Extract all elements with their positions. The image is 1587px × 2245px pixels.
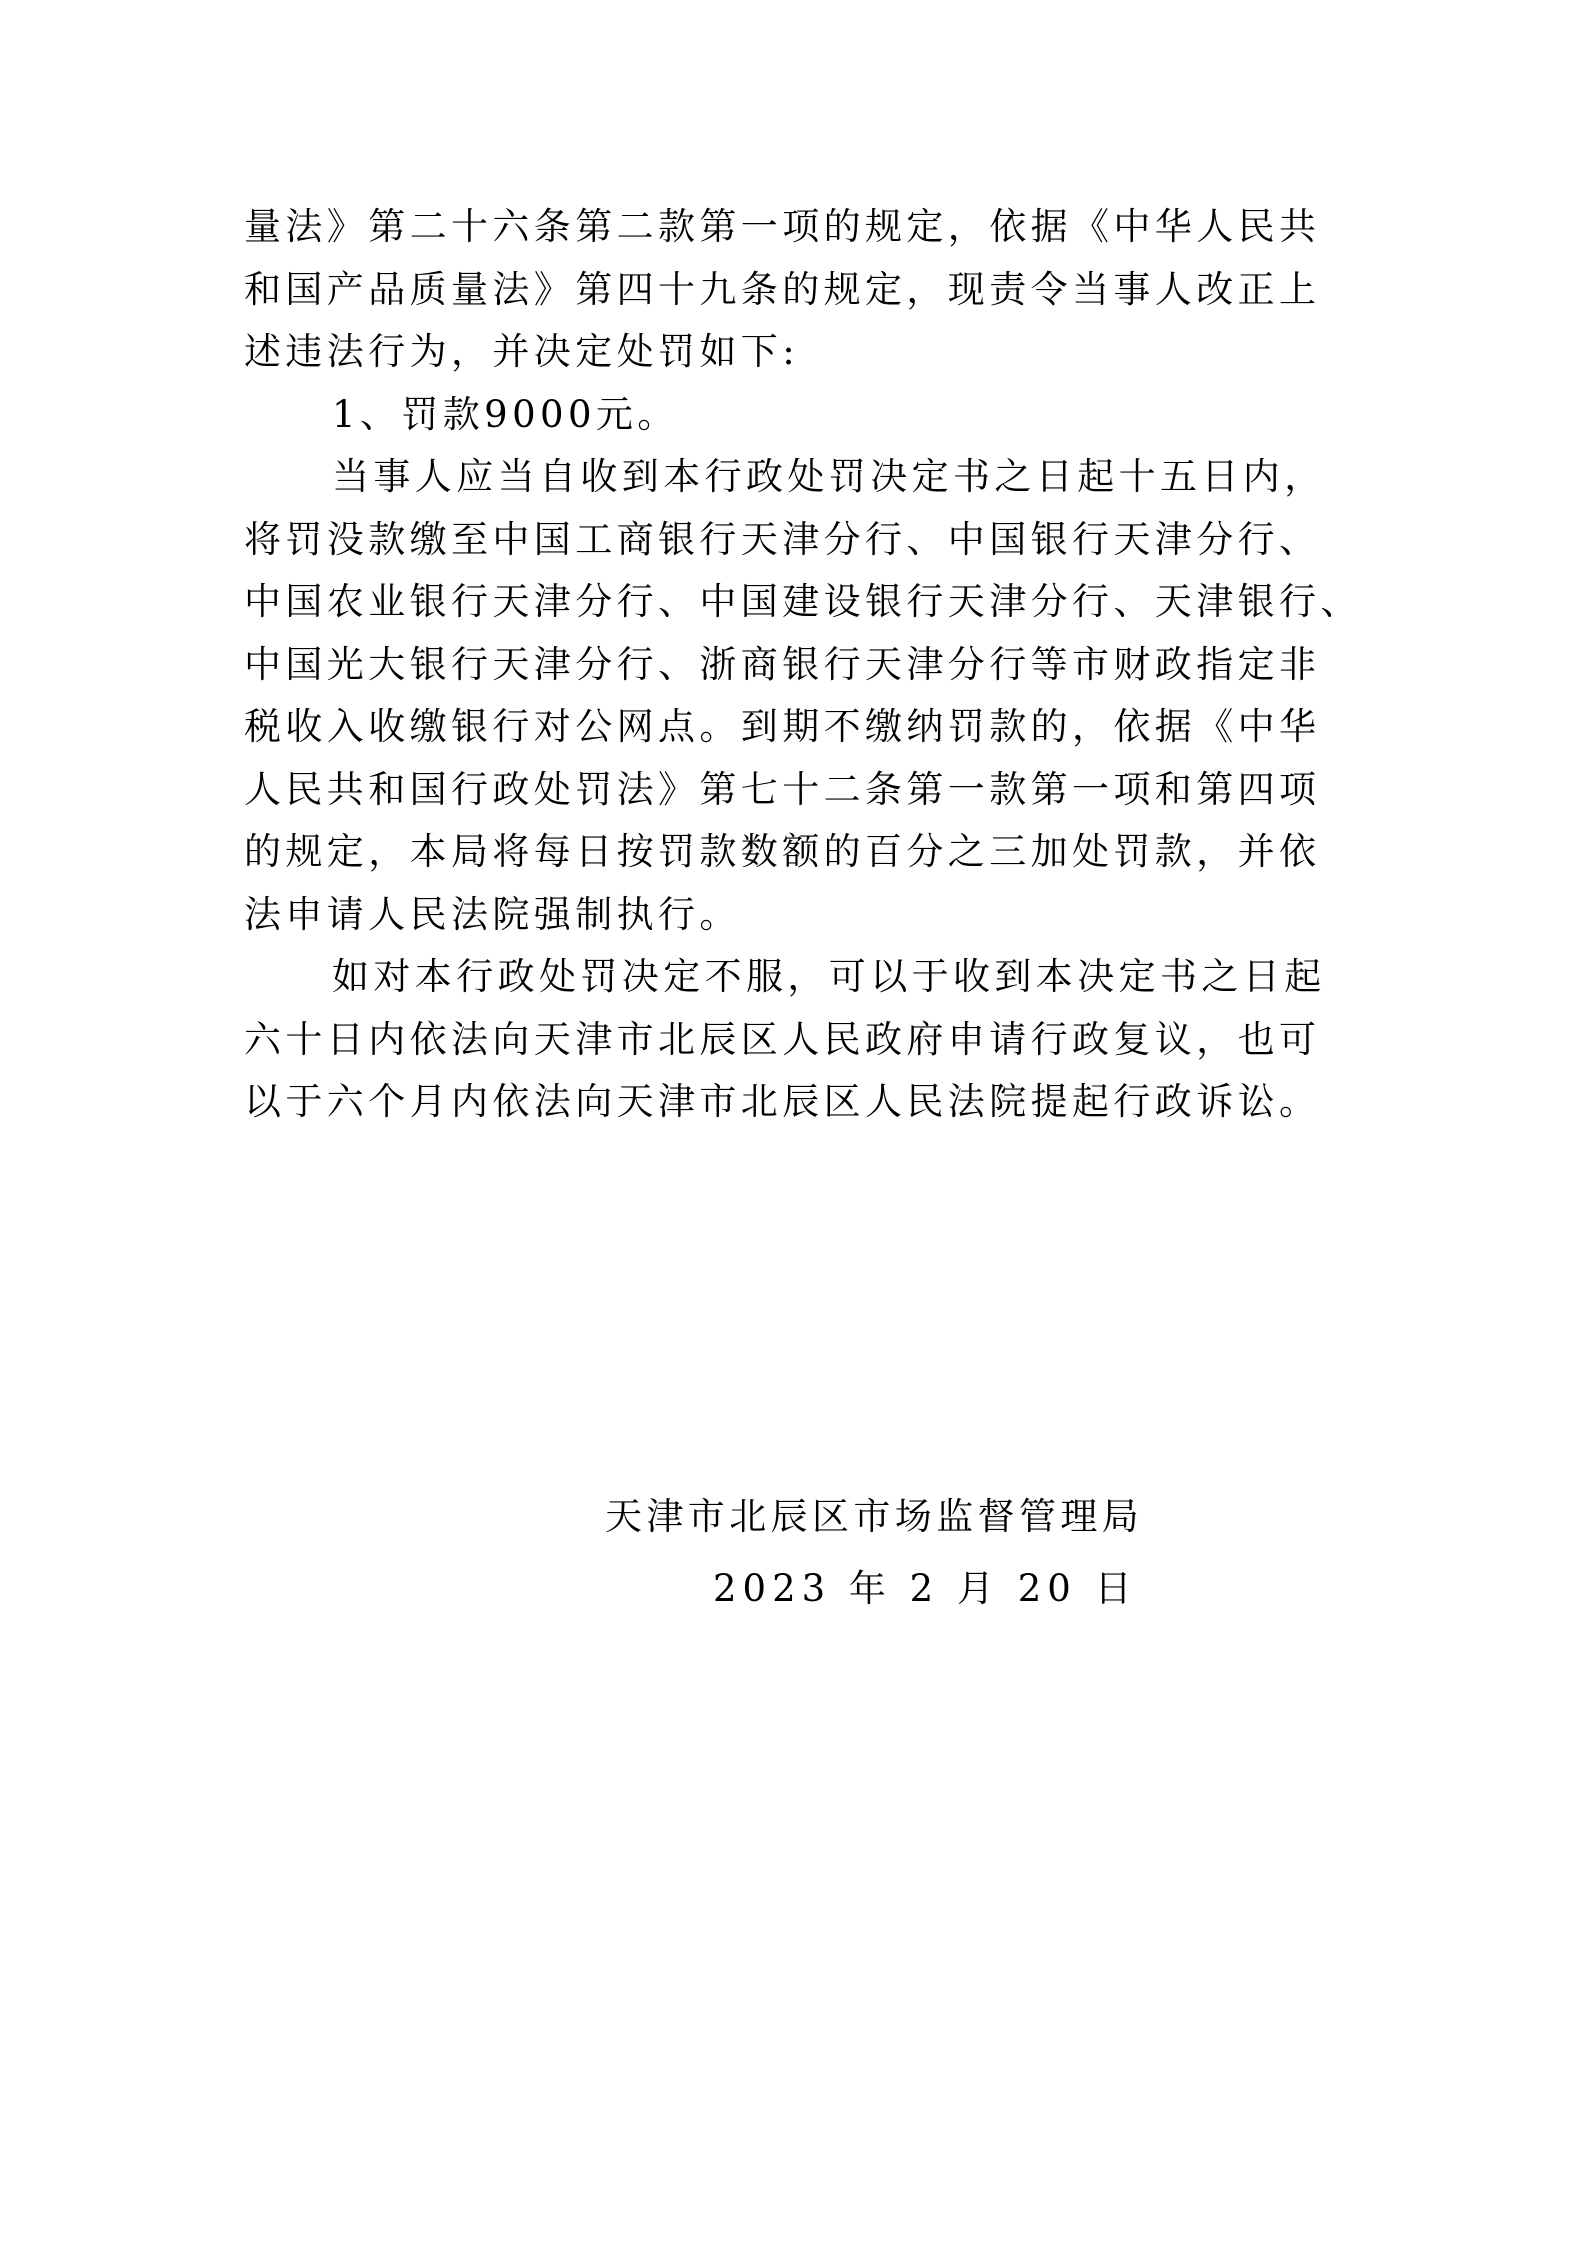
document-body xyxy=(244,196,1362,1134)
body-line: 税收入收缴银行对公网点。到期不缴纳罚款的，依据《中华 xyxy=(244,705,1321,748)
body-line: 述违法行为，并决定处罚如下: xyxy=(244,330,800,373)
issuing-organization: 天津市北辰区市场监督管理局 xyxy=(605,1495,1144,1538)
body-line: 中国农业银行天津分行、中国建设银行天津分行、天津银行、 xyxy=(244,580,1362,623)
paragraph-start-line: 当事人应当自收到本行政处罚决定书之日起十五日内， xyxy=(332,455,1326,498)
issue-date: 2023 年 2 月 20 日 xyxy=(713,1567,1138,1610)
body-line: 法申请人民法院强制执行。 xyxy=(244,892,741,936)
body-line: 和国产品质量法》第四十九条的规定，现责令当事人改正上 xyxy=(244,267,1321,311)
body-line: 中国光大银行天津分行、浙商银行天津分行等市财政指定非 xyxy=(244,642,1321,686)
body-line: 人民共和国行政处罚法》第七十二条第一款第一项和第四项 xyxy=(244,767,1321,811)
paragraph-start-line: 如对本行政处罚决定不服，可以于收到本决定书之日起 xyxy=(332,955,1326,998)
body-line: 六十日内依法向天津市北辰区人民政府申请行政复议，也可 xyxy=(244,1017,1321,1061)
body-line: 的规定，本局将每日按罚款数额的百分之三加处罚款，并依 xyxy=(244,830,1321,873)
body-line: 将罚没款缴至中国工商银行天津分行、中国银行天津分行、 xyxy=(244,517,1321,561)
penalty-item: 1、罚款9000元。 xyxy=(332,392,679,436)
body-line: 量法》第二十六条第二款第一项的规定，依据《中华人民共 xyxy=(244,205,1321,248)
body-line: 以于六个月内依法向天津市北辰区人民法院提起行政诉讼。 xyxy=(244,1080,1321,1123)
